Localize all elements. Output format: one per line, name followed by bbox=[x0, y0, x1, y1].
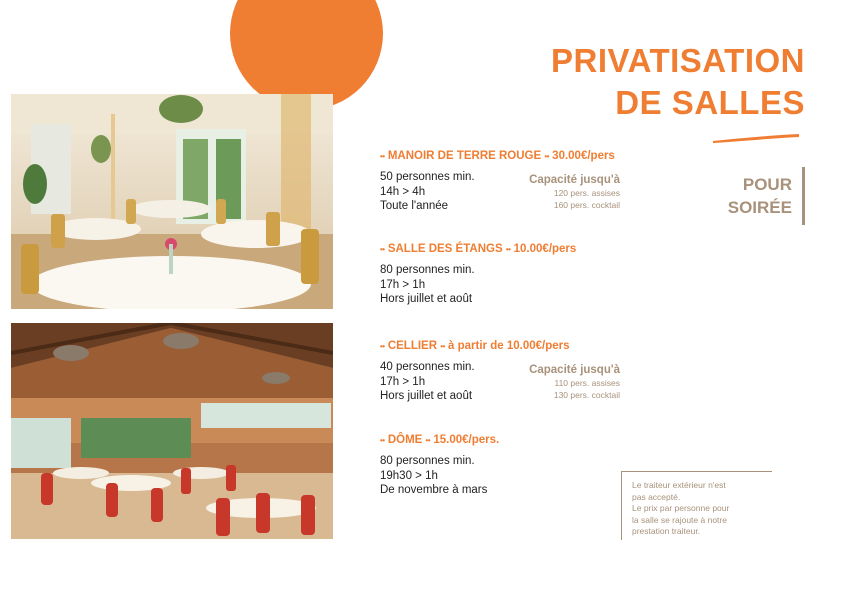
subtitle-line-1: POUR bbox=[742, 175, 792, 194]
capacity-line: 110 pers. assises bbox=[554, 378, 620, 388]
separator-icon: •• bbox=[380, 342, 385, 351]
detail-line: 17h > 1h bbox=[380, 278, 426, 291]
venue-heading bbox=[380, 434, 499, 446]
separator-icon: •• bbox=[380, 436, 385, 445]
venue-name: SALLE DES ÉTANGS bbox=[387, 243, 503, 255]
subtitle-line-2: SOIRÉE bbox=[727, 198, 792, 217]
venue-price: à partir de 10.00€/pers bbox=[448, 340, 570, 352]
subtitle-pour-soiree bbox=[728, 173, 792, 219]
capacity-title: Capacité jusqu'à bbox=[529, 364, 620, 376]
venue-heading bbox=[380, 243, 576, 255]
title-line-1: PRIVATISATION bbox=[551, 42, 805, 79]
detail-line: 40 personnes min. bbox=[380, 361, 475, 373]
capacity-line: 120 pers. assises bbox=[553, 188, 620, 198]
venue-price: 10.00€/pers bbox=[513, 243, 577, 255]
separator-icon: •• bbox=[544, 152, 549, 161]
venue-cellier bbox=[380, 340, 620, 404]
photo-manoir-room bbox=[11, 94, 333, 309]
note-line: pas accepté. bbox=[632, 491, 681, 502]
detail-line: Hors juillet et août bbox=[380, 293, 473, 305]
detail-line: 14h > 4h bbox=[380, 185, 426, 198]
venue-heading bbox=[380, 150, 615, 162]
capacity-block bbox=[520, 363, 620, 401]
detail-line: Hors juillet et août bbox=[380, 390, 473, 402]
note-line: la salle se rajoute à notre bbox=[632, 514, 727, 525]
separator-icon: •• bbox=[380, 152, 385, 161]
separator-icon: •• bbox=[440, 342, 445, 351]
detail-line: 17h > 1h bbox=[380, 375, 426, 388]
note-line: Le traiteur extérieur n'est bbox=[632, 480, 726, 490]
venue-heading bbox=[380, 340, 570, 352]
detail-line: 80 personnes min. bbox=[380, 264, 475, 276]
venue-manoir bbox=[380, 150, 620, 214]
venue-details bbox=[380, 263, 576, 307]
note-line: Le prix par personne pour bbox=[632, 503, 730, 513]
venue-details bbox=[380, 454, 499, 498]
traiteur-note bbox=[621, 471, 772, 540]
title-line-2: DE SALLES bbox=[615, 84, 805, 121]
capacity-line: 160 pers. cocktail bbox=[553, 200, 620, 210]
capacity-block bbox=[520, 173, 620, 211]
page-title bbox=[551, 40, 805, 124]
detail-line: Toute l'année bbox=[380, 200, 449, 212]
venue-salle-des-etangs bbox=[380, 243, 576, 307]
venue-dome bbox=[380, 434, 499, 498]
detail-line: 19h30 > 1h bbox=[380, 469, 438, 482]
detail-line: De novembre à mars bbox=[380, 484, 488, 496]
venue-name: DÔME bbox=[387, 434, 423, 446]
venue-name: MANOIR DE TERRE ROUGE bbox=[387, 150, 542, 162]
detail-line: 80 personnes min. bbox=[380, 455, 475, 467]
note-line: prestation traiteur. bbox=[632, 526, 701, 536]
venue-name: CELLIER bbox=[387, 340, 438, 352]
subtitle-divider bbox=[802, 167, 805, 225]
venue-price: 30.00€/pers bbox=[552, 150, 615, 162]
capacity-line: 130 pers. cocktail bbox=[553, 390, 620, 400]
separator-icon: •• bbox=[380, 245, 385, 254]
note-text bbox=[632, 480, 772, 538]
decorative-brush-stroke bbox=[712, 133, 800, 143]
separator-icon: •• bbox=[425, 436, 431, 445]
capacity-title: Capacité jusqu'à bbox=[529, 174, 620, 186]
separator-icon: •• bbox=[505, 245, 511, 254]
venue-price: 15.00€/pers. bbox=[433, 434, 500, 446]
photo-cellier-room bbox=[11, 323, 333, 539]
detail-line: 50 personnes min. bbox=[380, 171, 475, 183]
